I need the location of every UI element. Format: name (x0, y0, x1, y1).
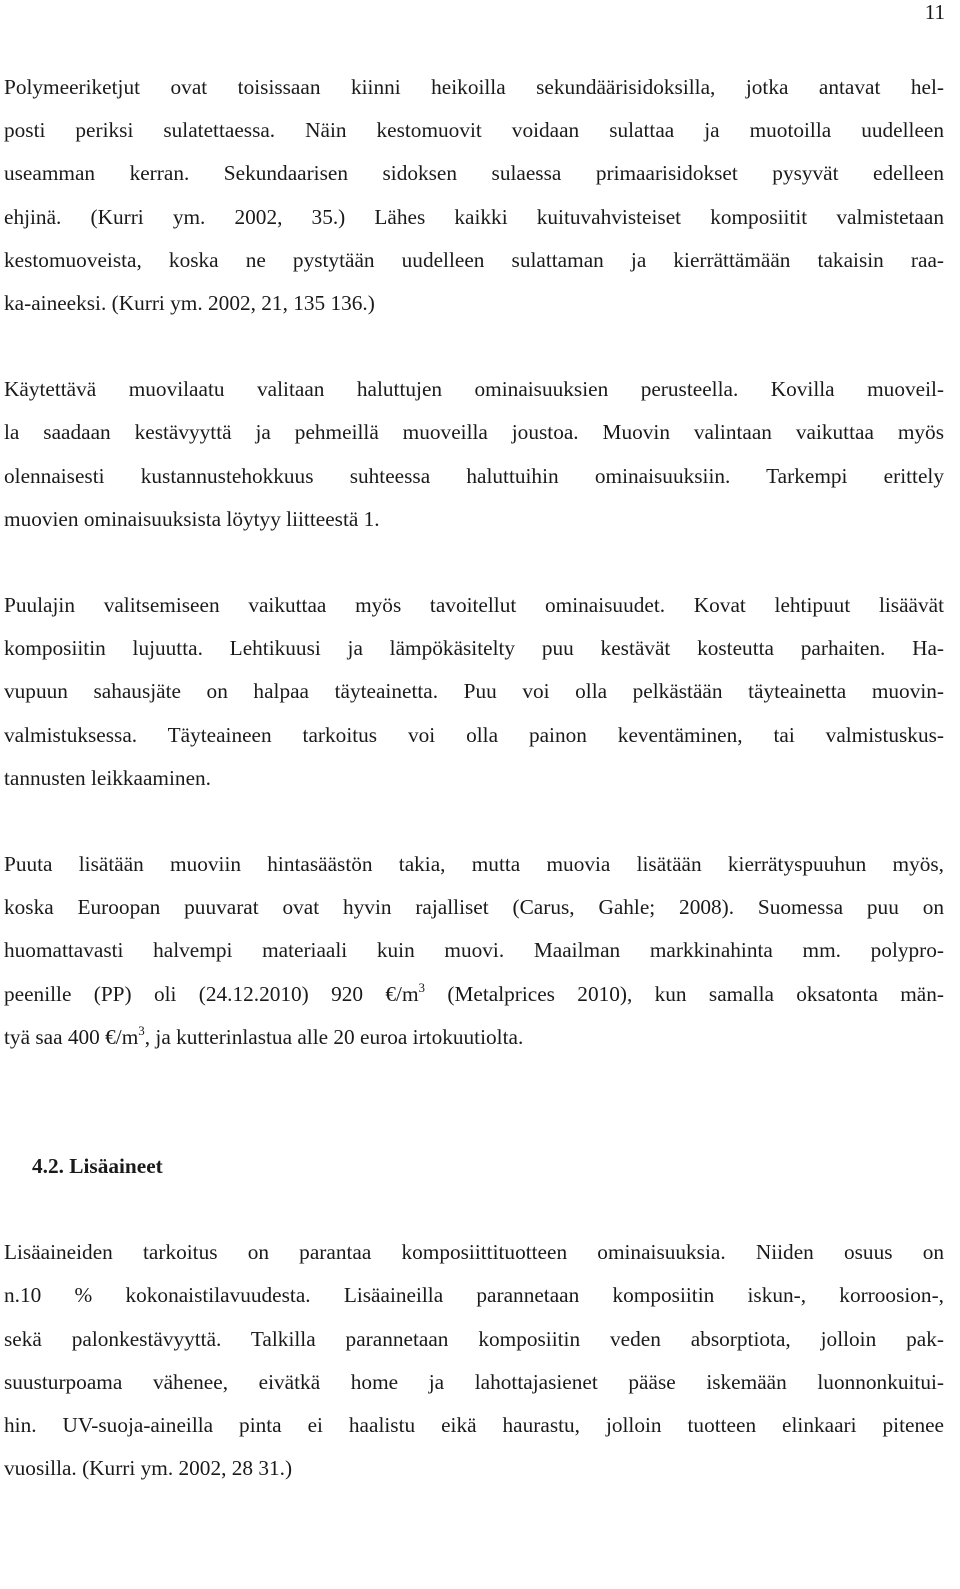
text-fragment: (Metalprices 2010), kun samalla oksatonta män- (425, 981, 944, 1006)
text-line: ehjinä. (Kurri ym. 2002, 35.) Lähes kaikki kuituvahvisteiset komposiitit valmistetaan (4, 204, 944, 229)
paragraph-plastic-quality (4, 368, 944, 541)
text-line: Puulajin valitsemiseen vaikuttaa myös tavoitellut ominaisuudet. Kovat lehtipuut lisäävät (4, 593, 944, 618)
text-line: olennaisesti kustannustehokkuus suhteessa haluttuihin ominaisuuksiin. Tarkempi erittely (4, 463, 944, 488)
text-line: Käytettävä muovilaatu valitaan haluttujen ominaisuuksien perusteella. Kovilla muoveil- (4, 377, 944, 402)
text-line (4, 1016, 944, 1059)
text-line: suusturpoama vähenee, eivätkä home ja lahottajasienet pääse iskemään luonnonkuitui- (4, 1369, 944, 1394)
text-line: Polymeeriketjut ovat toisissaan kiinni heikoilla sekundäärisidoksilla, jotka antavat hel- (4, 75, 944, 99)
text-line: muovien ominaisuuksista löytyy liitteestä 1. (4, 506, 380, 531)
paragraph-wood-price (4, 843, 944, 1059)
text-line: Puuta lisätään muoviin hintasäästön takia, mutta muovia lisätään kierrätyspuuhun myös, (4, 852, 944, 877)
text-line: huomattavasti halvempi materiaali kuin muovi. Maailman markkinahinta mm. polypro- (4, 938, 944, 963)
document-body (4, 66, 944, 1490)
text-line: sekä palonkestävyyttä. Talkilla parannetaan komposiitin veden absorptiota, jolloin pak- (4, 1326, 944, 1351)
text-line (4, 973, 944, 1016)
text-fragment: tyä saa 400 €/m (4, 1024, 139, 1049)
text-line: ka-aineeksi. (Kurri ym. 2002, 21, 135 136.) (4, 291, 375, 316)
text-line: komposiitin lujuutta. Lehtikuusi ja lämpökäsitelty puu kestävät kosteutta parhaiten. Ha- (4, 636, 944, 661)
text-line: tannusten leikkaaminen. (4, 765, 211, 790)
text-line: hin. UV-suoja-aineilla pinta ei haalistu eikä haurastu, jolloin tuotteen elinkaari pitenee (4, 1413, 944, 1438)
page-number: 11 (924, 0, 945, 24)
paragraph-thermoplastics (4, 66, 944, 325)
text-line: la saadaan kestävyyttä ja pehmeillä muoveilla joustoa. Muovin valintaan vaikuttaa myös (4, 420, 944, 445)
paragraph-wood-species (4, 584, 944, 800)
text-line: Lisäaineiden tarkoitus on parantaa komposiittituotteen ominaisuuksia. Niiden osuus on (4, 1240, 944, 1265)
text-line: koska Euroopan puuvarat ovat hyvin rajalliset (Carus, Gahle; 2008). Suomessa puu on (4, 895, 944, 920)
text-line: vupuun sahausjäte on halpaa täyteainetta. Puu voi olla pelkästään täyteainetta muovin- (4, 679, 944, 704)
superscript: 3 (418, 979, 426, 995)
text-line: valmistuksessa. Täyteaineen tarkoitus voi olla painon keventäminen, tai valmistuskus- (4, 722, 944, 747)
text-line: n.10 % kokonaistilavuudesta. Lisäaineilla parannetaan komposiitin iskun-, korroosion-, (4, 1283, 944, 1308)
section-heading (32, 1145, 944, 1188)
paragraph-additives (4, 1231, 944, 1490)
text-line: kestomuoveista, koska ne pystytään uudelleen sulattaman ja kierrättämään takaisin raa- (4, 247, 944, 272)
section-number: 4.2. (32, 1154, 64, 1179)
text-line: posti periksi sulatettaessa. Näin kestomuovit voidaan sulattaa ja muotoilla uudelleen (4, 118, 944, 143)
section-title: Lisäaineet (69, 1154, 163, 1179)
text-fragment: peenille (PP) oli (24.12.2010) 920 €/m (4, 981, 419, 1006)
superscript: 3 (138, 1022, 145, 1038)
text-line: useamman kerran. Sekundaarisen sidoksen sulaessa primaarisidokset pysyvät edelleen (4, 161, 944, 186)
text-fragment: , ja kutterinlastua alle 20 euroa irtokuutiolta. (144, 1024, 524, 1049)
text-line: vuosilla. (Kurri ym. 2002, 28 31.) (4, 1456, 293, 1481)
